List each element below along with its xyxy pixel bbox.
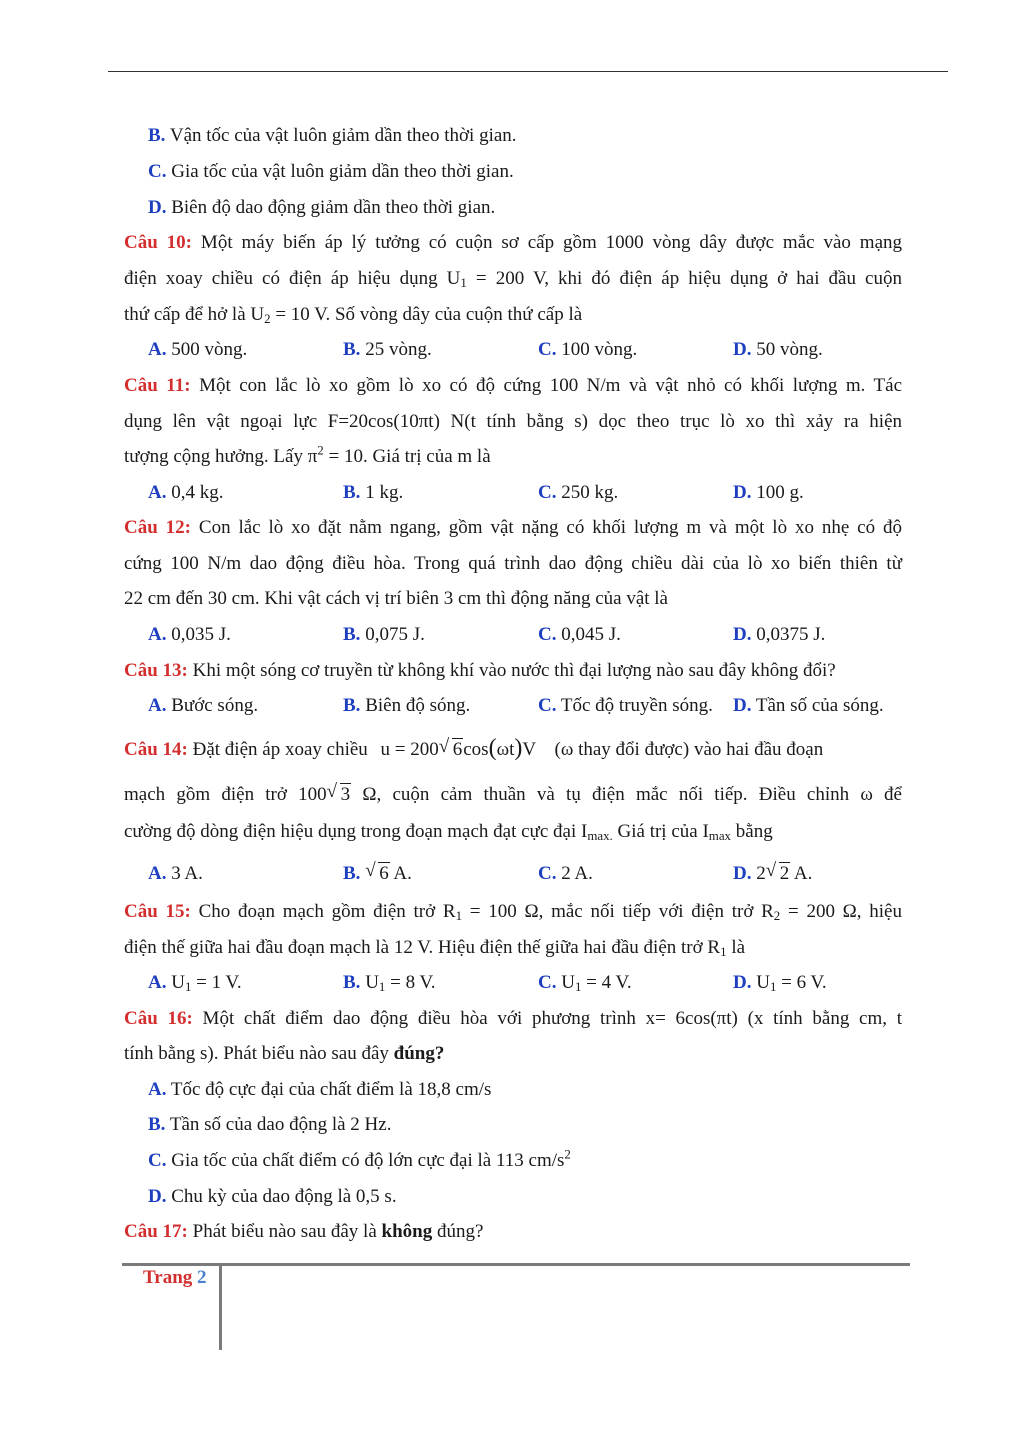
q14-options xyxy=(124,859,902,889)
option-a: A. $U_1 = 1$ V. xyxy=(148,972,242,994)
q17-line-1: Câu 17: Phát biểu nào sau đây là không đúng? xyxy=(124,1221,484,1242)
q15-line-2: điện thế giữa hai đầu đoạn mạch là 12 V. Hiệu điện thế giữa hai đầu điện trở $R_1$ là xyxy=(124,937,746,959)
page-number: 2 xyxy=(197,1267,207,1288)
option-a: A. 500 vòng. xyxy=(148,339,248,360)
option-c: C. $U_1 = 4$ V. xyxy=(538,972,632,994)
question-number: Câu 13: xyxy=(124,660,188,681)
sqrt-symbol: √ 2 xyxy=(765,860,790,884)
option-d: D. 100 g. xyxy=(733,482,804,503)
question-number: Câu 10: xyxy=(124,232,193,253)
voltage-equation: u = 200 √ 6cos(ωt)V xyxy=(381,739,536,760)
q10-line-3: thứ cấp để hở là $U_2 = 10$ V. Số vòng dây của cuộn thứ cấp là xyxy=(124,304,583,326)
page-footer: Trang 2 xyxy=(143,1267,207,1288)
q11-options xyxy=(124,478,902,508)
option-c: C. 0,045 J. xyxy=(538,624,621,645)
question-number: Câu 15: xyxy=(124,901,191,922)
q9-option-d: D. Biên độ dao động giảm dần theo thời gian. xyxy=(148,197,496,218)
question-number: Câu 17: xyxy=(124,1221,188,1242)
question-number: Câu 14: xyxy=(124,739,188,760)
q12-line-1: Câu 12: Con lắc lò xo đặt nằm ngang, gồm vật nặng có khối lượng m và một lò xo nhẹ có độ xyxy=(124,517,902,538)
option-b: B. 25 vòng. xyxy=(343,339,432,360)
option-c: C. 100 vòng. xyxy=(538,339,638,360)
q16-option-b: B. Tần số của dao động là 2 Hz. xyxy=(148,1114,392,1135)
option-d: D. 0,0375 J. xyxy=(733,624,826,645)
q15-options xyxy=(124,968,902,998)
question-number: Câu 12: xyxy=(124,517,192,538)
q15-line-1: Câu 15: Cho đoạn mạch gồm điện trở $R_1 = 100$ Ω, mắc nối tiếp với điện trở $R_2 = 200$ Ω, hiệu xyxy=(124,901,902,923)
q16-option-c: C. Gia tốc của chất điểm có độ lớn cực đại là 113 $cm/s^2$ xyxy=(148,1146,571,1171)
q10-options xyxy=(124,335,902,365)
option-b: B. $U_1 = 8$ V. xyxy=(343,972,436,994)
q16-option-a: A. Tốc độ cực đại của chất điểm là 18,8 cm/s xyxy=(148,1079,492,1100)
option-c: C. 2 A. xyxy=(538,863,593,884)
sqrt-symbol: √ 6 xyxy=(438,736,463,760)
option-a: A. Bước sóng. xyxy=(148,695,259,716)
option-a: A. 3 A. xyxy=(148,863,203,884)
q9-option-c: C. Gia tốc của vật luôn giảm dần theo thời gian. xyxy=(148,161,514,182)
q9-option-b: B. Vận tốc của vật luôn giảm dần theo thời gian. xyxy=(148,125,517,146)
q14-line-3: cường độ dòng điện hiệu dụng trong đoạn mạch đạt cực đại $I_{max.}$ Giá trị của $I_{max}$ bằng xyxy=(124,821,773,843)
option-b: B. √ 6 A. xyxy=(343,859,412,889)
q16-option-d: D. Chu kỳ của dao động là 0,5 s. xyxy=(148,1186,397,1207)
q14-line-1: Câu 14: Đặt điện áp xoay chiều u = 200 √ 6cos(ωt)V (ω thay đổi được) vào hai đầu đoạn xyxy=(124,730,902,766)
sqrt-symbol: √ 3 xyxy=(326,781,351,805)
question-number: Câu 16: xyxy=(124,1008,193,1029)
q13-line-1: Câu 13: Khi một sóng cơ truyền từ không khí vào nước thì đại lượng nào sau đây không đổi? xyxy=(124,660,836,681)
option-b: B. Biên độ sóng. xyxy=(343,695,471,716)
q11-line-3: tượng cộng hưởng. Lấy $\pi^2 = 10$. Giá trị của m là xyxy=(124,442,491,467)
option-a: A. 0,035 J. xyxy=(148,624,231,645)
footer-rule xyxy=(122,1263,910,1266)
footer-divider xyxy=(219,1264,222,1350)
sqrt-symbol: √ 6 xyxy=(365,860,389,884)
q10-line-1: Câu 10: Một máy biến áp lý tưởng có cuộn sơ cấp gồm 1000 vòng dây được mắc vào mạng xyxy=(124,232,903,253)
option-d: D. 50 vòng. xyxy=(733,339,823,360)
option-c: C. 250 kg. xyxy=(538,482,619,503)
option-d: D. $U_1 = 6$ V. xyxy=(733,972,827,994)
q12-line-3: 22 cm đến 30 cm. Khi vật cách vị trí biên 3 cm thì động năng của vật là xyxy=(124,588,668,609)
option-d: D. Tần số của sóng. xyxy=(733,695,884,716)
q10-line-2: điện xoay chiều có điện áp hiệu dụng $U_1 = 200$ V, khi đó điện áp hiệu dụng ở hai đầu cuộn xyxy=(124,268,902,290)
q16-line-1: Câu 16: Một chất điểm dao động điều hòa với phương trình x= 6cos(πt) (x tính bằng cm, t xyxy=(124,1008,902,1029)
question-number: Câu 11: xyxy=(124,375,191,396)
option-a: A. 0,4 kg. xyxy=(148,482,224,503)
option-b: B. 0,075 J. xyxy=(343,624,425,645)
q16-line-2: tính bằng s). Phát biểu nào sau đây đúng? xyxy=(124,1043,445,1064)
q13-options xyxy=(124,691,902,721)
q11-line-2: dụng lên vật ngoại lực F=20cos(10πt) N(t tính bằng s) dọc theo trục lò xo thì xảy ra hiện xyxy=(124,411,902,432)
q12-options xyxy=(124,620,902,650)
q11-line-1: Câu 11: Một con lắc lò xo gồm lò xo có độ cứng 100 N/m và vật nhỏ có khối lượng m. Tác xyxy=(124,375,903,396)
option-c: C. Tốc độ truyền sóng. xyxy=(538,695,713,716)
q12-line-2: cứng 100 N/m dao động điều hòa. Trong quá trình dao động chiều dài của lò xo biến thiên từ xyxy=(124,553,902,574)
header-rule xyxy=(108,71,948,72)
option-d: D. 2 √ 2 A. xyxy=(733,859,812,889)
option-b: B. 1 kg. xyxy=(343,482,404,503)
q14-line-2: mạch gồm điện trở 100 √ 3 Ω, cuộn cảm thuần và tụ điện mắc nối tiếp. Điều chỉnh ω để xyxy=(124,780,902,810)
